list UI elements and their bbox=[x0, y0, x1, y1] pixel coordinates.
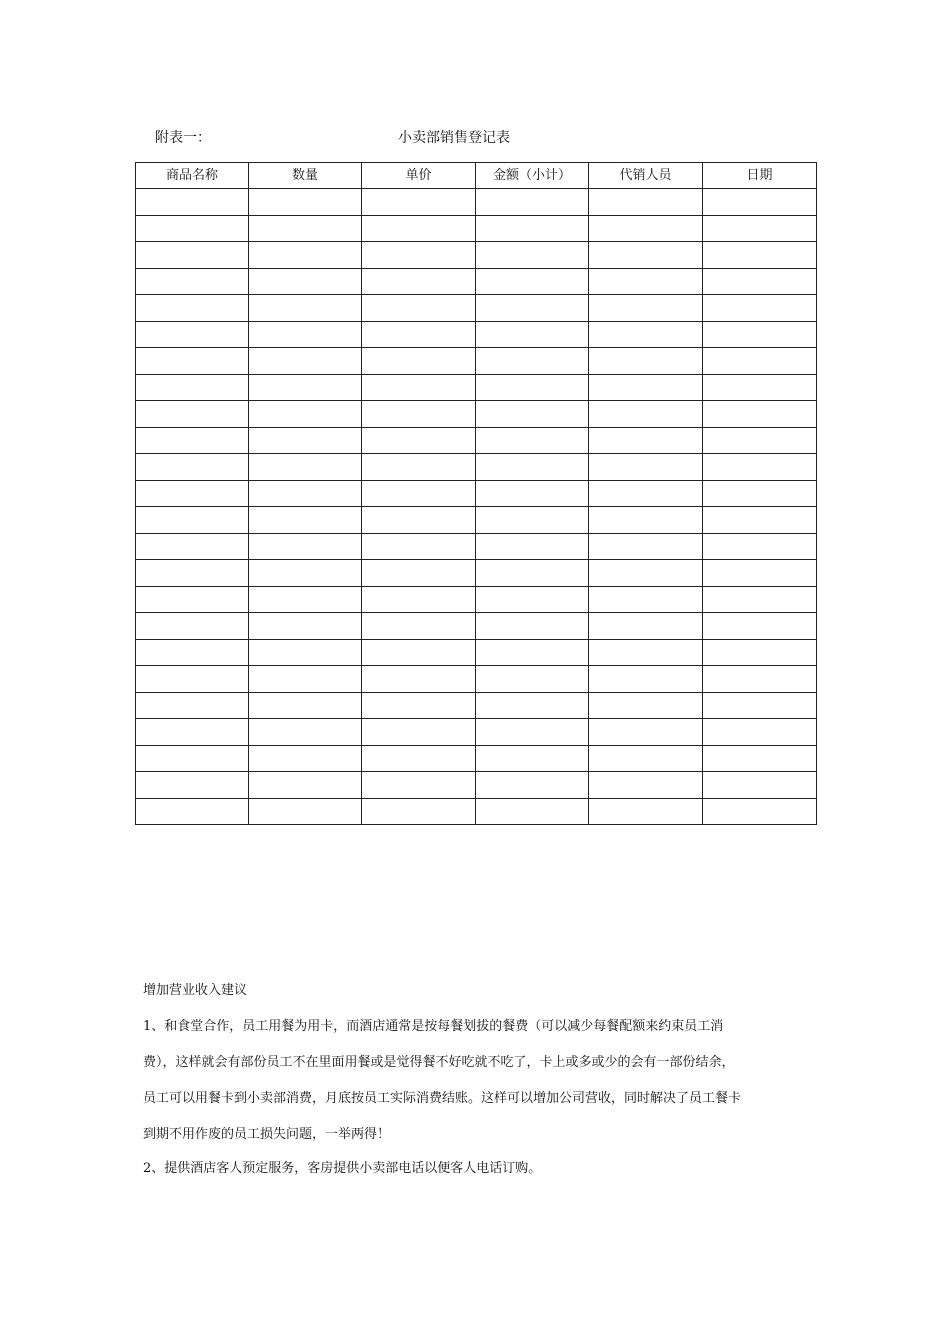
table-cell bbox=[476, 533, 589, 560]
table-cell bbox=[589, 639, 703, 666]
table-cell bbox=[589, 348, 703, 375]
table-cell bbox=[476, 719, 589, 746]
table-cell bbox=[703, 427, 817, 454]
table-cell bbox=[589, 321, 703, 348]
table-cell bbox=[249, 719, 362, 746]
table-cell bbox=[476, 798, 589, 825]
table-cell bbox=[362, 268, 476, 295]
table-cell bbox=[136, 480, 249, 507]
table-cell bbox=[362, 321, 476, 348]
table-row bbox=[136, 533, 817, 560]
table-cell bbox=[703, 480, 817, 507]
table-cell bbox=[589, 507, 703, 534]
table-cell bbox=[703, 242, 817, 269]
table-cell bbox=[136, 374, 249, 401]
table-cell bbox=[589, 772, 703, 799]
table-cell bbox=[476, 348, 589, 375]
table-cell bbox=[136, 798, 249, 825]
table-row bbox=[136, 666, 817, 693]
table-cell bbox=[589, 374, 703, 401]
table-header-row bbox=[136, 163, 817, 189]
table-cell bbox=[589, 454, 703, 481]
table-cell bbox=[703, 189, 817, 216]
table-cell bbox=[362, 401, 476, 428]
table-cell bbox=[476, 189, 589, 216]
table-cell bbox=[589, 613, 703, 640]
table-cell bbox=[476, 480, 589, 507]
table-cell bbox=[136, 401, 249, 428]
table-row bbox=[136, 745, 817, 772]
table-cell bbox=[136, 533, 249, 560]
table-cell bbox=[589, 295, 703, 322]
table-cell bbox=[589, 586, 703, 613]
appendix-label: 附表一： bbox=[155, 130, 211, 146]
form-title: 小卖部销售登记表 bbox=[398, 130, 510, 146]
table-cell bbox=[136, 454, 249, 481]
table-cell bbox=[362, 242, 476, 269]
table-cell bbox=[589, 480, 703, 507]
table-cell bbox=[136, 560, 249, 587]
table-cell bbox=[136, 719, 249, 746]
table-row bbox=[136, 560, 817, 587]
table-row bbox=[136, 427, 817, 454]
table-cell bbox=[362, 189, 476, 216]
table-cell bbox=[249, 798, 362, 825]
table-cell bbox=[362, 745, 476, 772]
table-cell bbox=[703, 507, 817, 534]
column-header-date: 日期 bbox=[703, 163, 817, 189]
table-cell bbox=[249, 348, 362, 375]
table-cell bbox=[589, 798, 703, 825]
table-cell bbox=[703, 533, 817, 560]
table-row bbox=[136, 295, 817, 322]
table-cell bbox=[476, 268, 589, 295]
table-cell bbox=[476, 613, 589, 640]
table-cell bbox=[362, 692, 476, 719]
table-cell bbox=[703, 692, 817, 719]
sales-register-table bbox=[135, 162, 817, 825]
table-row bbox=[136, 692, 817, 719]
suggestion-2-line: 2、提供酒店客人预定服务，客房提供小卖部电话以便客人电话订购。 bbox=[143, 1161, 542, 1176]
table-cell bbox=[249, 666, 362, 693]
table-cell bbox=[362, 454, 476, 481]
table-cell bbox=[249, 560, 362, 587]
table-cell bbox=[362, 666, 476, 693]
table-cell bbox=[476, 586, 589, 613]
table-cell bbox=[249, 321, 362, 348]
table-cell bbox=[589, 719, 703, 746]
column-header-amount-subtotal: 金额（小计） bbox=[476, 163, 589, 189]
table-row bbox=[136, 798, 817, 825]
table-cell bbox=[136, 427, 249, 454]
table-cell bbox=[249, 586, 362, 613]
table-cell bbox=[136, 586, 249, 613]
column-header-product-name: 商品名称 bbox=[136, 163, 249, 189]
table-cell bbox=[136, 295, 249, 322]
table-cell bbox=[362, 560, 476, 587]
table-row bbox=[136, 613, 817, 640]
table-row bbox=[136, 374, 817, 401]
table-cell bbox=[136, 613, 249, 640]
table-cell bbox=[703, 639, 817, 666]
table-row bbox=[136, 454, 817, 481]
table-cell bbox=[249, 533, 362, 560]
column-header-quantity: 数量 bbox=[249, 163, 362, 189]
table-row bbox=[136, 268, 817, 295]
table-cell bbox=[476, 401, 589, 428]
table-row bbox=[136, 215, 817, 242]
table-cell bbox=[476, 507, 589, 534]
table-cell bbox=[362, 427, 476, 454]
table-cell bbox=[249, 427, 362, 454]
table-row bbox=[136, 507, 817, 534]
table-cell bbox=[249, 454, 362, 481]
table-cell bbox=[136, 321, 249, 348]
table-cell bbox=[476, 772, 589, 799]
table-row bbox=[136, 242, 817, 269]
table-cell bbox=[362, 798, 476, 825]
table-cell bbox=[136, 189, 249, 216]
table-cell bbox=[136, 745, 249, 772]
table-cell bbox=[362, 639, 476, 666]
table-cell bbox=[589, 533, 703, 560]
table-cell bbox=[703, 215, 817, 242]
table-cell bbox=[589, 427, 703, 454]
suggestion-1-line: 员工可以用餐卡到小卖部消费，月底按员工实际消费结账。这样可以增加公司营收，同时解决了员工餐卡 bbox=[143, 1091, 742, 1106]
table-cell bbox=[249, 401, 362, 428]
table-cell bbox=[249, 613, 362, 640]
table-cell bbox=[362, 215, 476, 242]
table-cell bbox=[703, 719, 817, 746]
table-cell bbox=[703, 348, 817, 375]
suggestion-1-line: 1、和食堂合作，员工用餐为用卡，而酒店通常是按每餐划拔的餐费（可以减少每餐配额来约束员工消 bbox=[143, 1019, 724, 1034]
table-cell bbox=[362, 295, 476, 322]
table-row bbox=[136, 480, 817, 507]
table-cell bbox=[476, 427, 589, 454]
table-cell bbox=[589, 268, 703, 295]
table-cell bbox=[249, 639, 362, 666]
table-cell bbox=[703, 454, 817, 481]
table-row bbox=[136, 321, 817, 348]
table-cell bbox=[589, 745, 703, 772]
table-cell bbox=[136, 242, 249, 269]
table-cell bbox=[703, 295, 817, 322]
table-cell bbox=[703, 798, 817, 825]
table-cell bbox=[136, 692, 249, 719]
table-cell bbox=[589, 242, 703, 269]
table-cell bbox=[136, 215, 249, 242]
table-row bbox=[136, 189, 817, 216]
table-row bbox=[136, 719, 817, 746]
table-cell bbox=[703, 586, 817, 613]
table-cell bbox=[476, 242, 589, 269]
table-cell bbox=[703, 560, 817, 587]
table-cell bbox=[136, 772, 249, 799]
table-cell bbox=[249, 480, 362, 507]
table-body bbox=[136, 189, 817, 825]
table-cell bbox=[249, 268, 362, 295]
table-row bbox=[136, 586, 817, 613]
suggestion-item-2 bbox=[143, 1160, 813, 1178]
table-cell bbox=[249, 242, 362, 269]
table-cell bbox=[362, 348, 476, 375]
table-cell bbox=[249, 374, 362, 401]
table-cell bbox=[589, 560, 703, 587]
table-cell bbox=[249, 295, 362, 322]
table-cell bbox=[703, 772, 817, 799]
table-cell bbox=[362, 719, 476, 746]
table-cell bbox=[249, 507, 362, 534]
table-cell bbox=[136, 507, 249, 534]
table-cell bbox=[476, 374, 589, 401]
table-cell bbox=[362, 507, 476, 534]
suggestions-heading: 增加营业收入建议 bbox=[143, 983, 248, 998]
table-row bbox=[136, 401, 817, 428]
table-cell bbox=[249, 215, 362, 242]
table-cell bbox=[249, 745, 362, 772]
table-cell bbox=[362, 533, 476, 560]
table-cell bbox=[476, 454, 589, 481]
table-cell bbox=[589, 666, 703, 693]
table-cell bbox=[476, 745, 589, 772]
table-cell bbox=[589, 215, 703, 242]
table-cell bbox=[589, 692, 703, 719]
table-cell bbox=[476, 692, 589, 719]
table-cell bbox=[362, 586, 476, 613]
table-cell bbox=[362, 480, 476, 507]
table-cell bbox=[476, 560, 589, 587]
table-row bbox=[136, 772, 817, 799]
table-cell bbox=[249, 692, 362, 719]
table-cell bbox=[703, 666, 817, 693]
table-cell bbox=[362, 613, 476, 640]
table-cell bbox=[362, 374, 476, 401]
table-cell bbox=[703, 268, 817, 295]
table-cell bbox=[703, 745, 817, 772]
table-cell bbox=[476, 666, 589, 693]
table-cell bbox=[703, 321, 817, 348]
table-cell bbox=[476, 321, 589, 348]
table-cell bbox=[249, 189, 362, 216]
table-row bbox=[136, 639, 817, 666]
suggestion-1-line: 费），这样就会有部份员工不在里面用餐或是觉得餐不好吃就不吃了，卡上或多或少的会有一部份结余， bbox=[143, 1055, 735, 1070]
table-cell bbox=[362, 772, 476, 799]
column-header-unit-price: 单价 bbox=[362, 163, 476, 189]
table-cell bbox=[249, 772, 362, 799]
table-cell bbox=[703, 374, 817, 401]
table-cell bbox=[476, 215, 589, 242]
table-cell bbox=[136, 348, 249, 375]
suggestion-1-line: 到期不用作废的员工损失问题，一举两得！ bbox=[143, 1127, 391, 1142]
table-cell bbox=[589, 401, 703, 428]
table-cell bbox=[136, 639, 249, 666]
column-header-sales-agent: 代销人员 bbox=[589, 163, 703, 189]
table-cell bbox=[476, 639, 589, 666]
table-cell bbox=[136, 666, 249, 693]
table-cell bbox=[589, 189, 703, 216]
table-row bbox=[136, 348, 817, 375]
table-cell bbox=[703, 613, 817, 640]
table-cell bbox=[136, 268, 249, 295]
table-cell bbox=[703, 401, 817, 428]
table-cell bbox=[476, 295, 589, 322]
suggestion-item-1 bbox=[143, 1018, 813, 1162]
